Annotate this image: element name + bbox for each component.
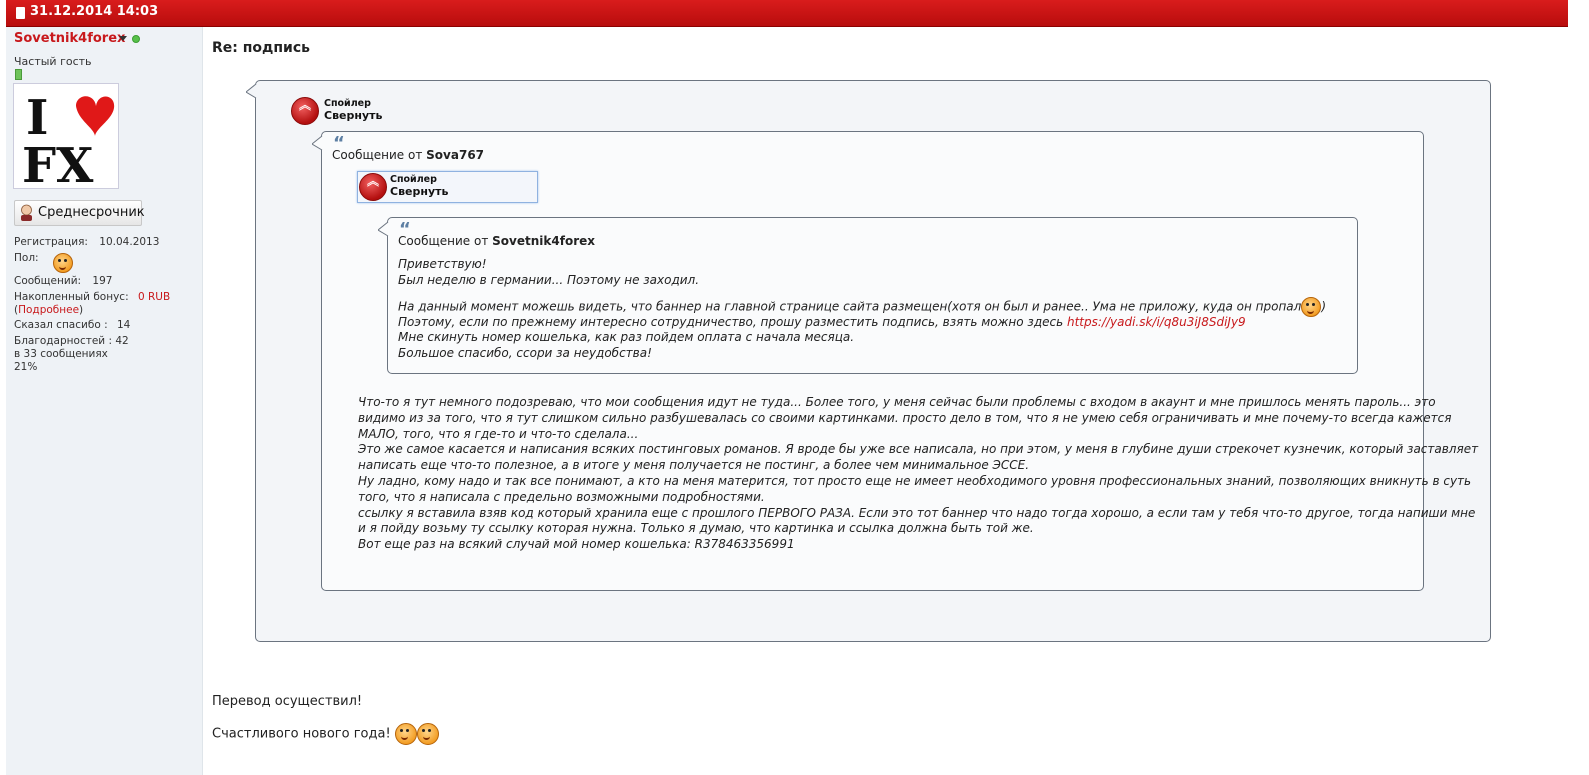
bonus-more-row: (Подробнее) [14, 304, 84, 316]
thanks-percent: 21% [14, 361, 38, 373]
reply-text-line: Ну ладно, кому надо и так все понимают, а кто на меня матерится, тот просто еще не имеет необходимого уровня профессиональных знаний, позволяющих вникнуть в суть [358, 474, 1472, 488]
status-button[interactable] [14, 200, 145, 226]
post-header-bar [6, 0, 1568, 27]
thanks-said-label: Сказал спасибо : [14, 319, 108, 331]
bonus-row [14, 291, 170, 303]
registration-row [14, 236, 159, 248]
post-date: 31.12.2014 14:03 [30, 4, 159, 19]
reply-text-line: написать еще что-то полезное, а в итоге у меня получается не постинг, а более чем минимальное ЭССЕ. [358, 458, 1030, 473]
online-status-icon [132, 35, 140, 43]
quote-author[interactable]: Sova767 [426, 148, 485, 162]
spoiler-collapse-button[interactable]: ︽ [291, 97, 319, 125]
status-label: Среднесрочник [38, 205, 145, 220]
registration-value: 10.04.2013 [99, 236, 160, 248]
quote-text-line: Большое спасибо, ссори за неудобства! [398, 346, 652, 360]
reply-text-line: того, что я написала с предельно возможными подробностями. [358, 489, 765, 504]
chevron-down-icon[interactable] [119, 36, 127, 41]
user-sidebar [6, 27, 203, 775]
reply-text-line: Это же самое касается и написания всяких постинговых романов. Я вроде бы уже все написала, но при этом, у меня в глубине души стрекочет кузнечик, который заставляет [358, 442, 1479, 457]
i-love-fx-logo [14, 84, 118, 188]
reply-text-line: ссылку я вставила взяв код который хранила еще с прошлого ПЕРВОГО РАЗА. Если это тот баннер что надо тогда хорошо, а если там у тебя что-то другое, тогда напиши мне [358, 505, 1476, 520]
reply-text-line: видимо из за того, что я тут слишком сильно разбушевалась со своими картинками. просто дело в том, что я не умею себя ограничивать и мне почему-то всегда кажется [358, 410, 1452, 425]
thanks-received: Благодарностей : 42 [14, 335, 129, 347]
quote-text-part: На данный момент можешь видеть, что баннер на главной странице сайта размещен(хотя он был и ранее.. Ума не приложу, куда он пропал [398, 299, 1302, 314]
quote-text-part: ) [1321, 299, 1327, 314]
quote-from [398, 234, 595, 248]
thanks-said-value: 14 [116, 319, 131, 331]
quote-tail [378, 222, 390, 238]
avatar-text-fx: FX [22, 138, 94, 188]
quote-tail [246, 84, 258, 100]
spoiler-collapse-button[interactable]: ︽ [359, 173, 387, 201]
gender-smiley-icon [53, 252, 73, 273]
post-title: Re: подпись [212, 40, 310, 56]
messages-value: 197 [92, 275, 113, 287]
quote-text-line: Приветствую! [398, 257, 487, 271]
waving-smiley-icon [395, 723, 417, 745]
avatar[interactable] [13, 83, 119, 189]
messages-label: Сообщений: [14, 275, 82, 287]
quote-text-line [398, 314, 1246, 330]
reply-text-line: и я пойду возьму ту ссылку которая нужна. Только я думаю, что картинка и ссылка должна быть той же. [358, 521, 1034, 536]
quote-author[interactable]: Sovetnik4forex [492, 234, 595, 248]
post-footer-line [212, 723, 439, 745]
yadisk-link[interactable]: https://yadi.sk/i/q8u3iJ8SdiJy9 [1066, 315, 1246, 329]
gender-label: Пол: [14, 252, 39, 264]
quote-icon: “ [399, 219, 411, 240]
quote-text-line: Был неделю в германии... Поэтому не заходил. [398, 273, 700, 287]
quote-tail [312, 136, 324, 152]
reply-text-line: Вот еще раз на всякий случай мой номер кошелька: R378463356991 [358, 537, 795, 552]
quote-from [332, 148, 484, 162]
post-footer-line: Перевод осуществил! [212, 694, 363, 709]
heart-icon [76, 96, 114, 136]
user-rank: Частый гость [14, 55, 92, 68]
person-icon [19, 204, 34, 221]
smiley-icon [1301, 297, 1321, 317]
waving-smiley-icon [417, 723, 439, 745]
spoiler-title: Спойлер [324, 98, 371, 109]
username-link[interactable]: Sovetnik4forex [14, 31, 126, 46]
avatar-text-i: I [26, 90, 49, 146]
bonus-more-link[interactable]: Подробнее [18, 304, 80, 316]
thanks-in-posts: в 33 сообщениях [14, 348, 108, 360]
reply-text-line: Что-то я тут немного подозреваю, что мои сообщения идут не туда... Более того, у меня сейчас были проблемы с входом в акаунт и мне пришлось менять пароль... это [358, 395, 1436, 409]
quote-text-part: Поэтому, если по прежнему интересно сотрудничество, прошу разместить подпись, взять можно здесь [398, 315, 1067, 329]
spoiler-toggle-link[interactable]: Свернуть [324, 109, 383, 122]
spoiler-toggle-link[interactable]: Свернуть [390, 185, 449, 198]
quote-icon: “ [333, 133, 345, 154]
quote-text-line: Мне скинуть номер кошелька, как раз пойдем оплата с начала месяца. [398, 330, 855, 344]
messages-row [14, 275, 112, 287]
gender-row [14, 252, 39, 264]
quote-from-label: Сообщение от [332, 148, 423, 162]
reputation-bar [15, 69, 22, 80]
bonus-label: Накопленный бонус: [14, 291, 129, 303]
spoiler-title: Спойлер [390, 174, 437, 185]
post-footer-text: Счастливого нового года! [212, 726, 391, 742]
bonus-value: 0 RUB [137, 291, 171, 303]
thanks-said-row [14, 319, 130, 331]
reply-text-line: МАЛО, того, что я где-то и что-то сделала... [358, 426, 639, 441]
registration-label: Регистрация: [14, 236, 88, 248]
document-icon [16, 7, 25, 19]
quote-from-label: Сообщение от [398, 234, 489, 248]
